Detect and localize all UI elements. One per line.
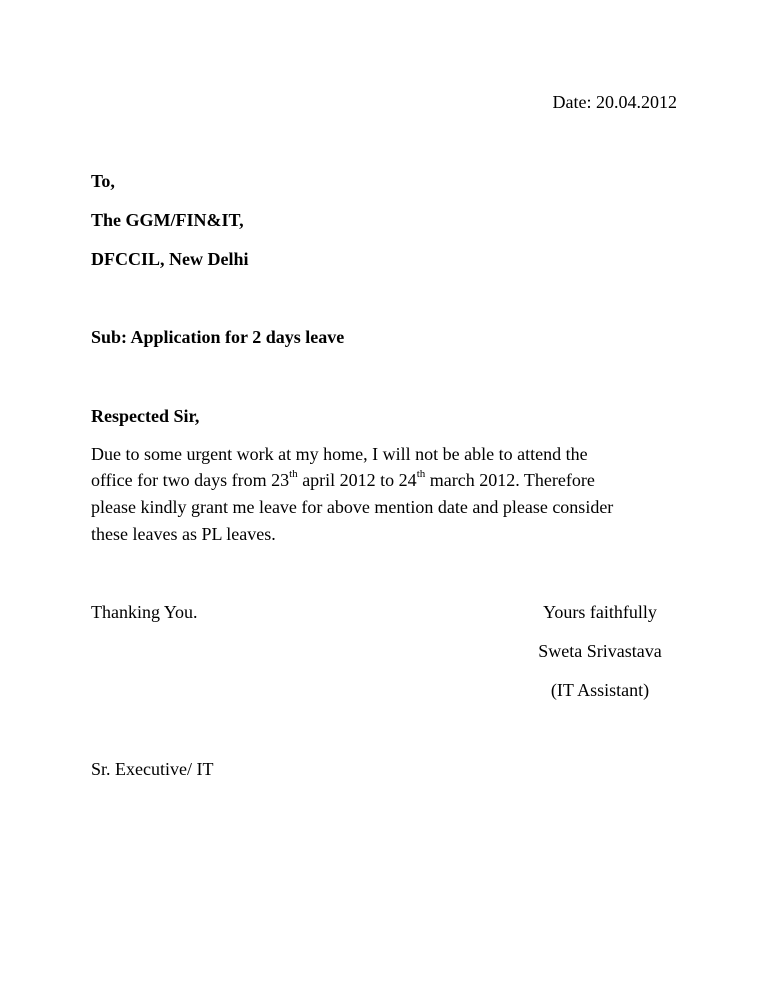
body-line-3: please kindly grant me leave for above mention date and please consider: [91, 497, 614, 517]
ordinal-suffix-2: th: [416, 468, 426, 480]
ordinal-suffix-1: th: [289, 468, 298, 480]
recipient-organization: DFCCIL, New Delhi: [91, 249, 249, 269]
body-line-2-part-a: office for two days from 23: [91, 470, 290, 490]
body-line-2-part-c: march 2012. Therefore: [425, 470, 595, 490]
salutation: Respected Sir,: [91, 406, 200, 426]
body-line-4: these leaves as PL leaves.: [91, 524, 276, 544]
sender-role: (IT Assistant): [550, 680, 650, 700]
body-line-2-part-b: april 2012 to 24: [297, 470, 417, 490]
recipient-title: The GGM/FIN&IT,: [91, 210, 244, 230]
designation: Sr. Executive/ IT: [91, 759, 214, 779]
letter-subject: Sub: Application for 2 days leave: [91, 327, 345, 347]
closing-line: Yours faithfully: [543, 602, 657, 622]
body-line-2: [91, 469, 595, 491]
letter-date: Date: 20.04.2012: [552, 92, 677, 112]
to-label: To,: [91, 171, 115, 191]
thanks-line: Thanking You.: [91, 602, 198, 622]
body-line-1: Due to some urgent work at my home, I will not be able to attend the: [91, 444, 588, 464]
sender-name: Sweta Srivastava: [538, 641, 662, 661]
